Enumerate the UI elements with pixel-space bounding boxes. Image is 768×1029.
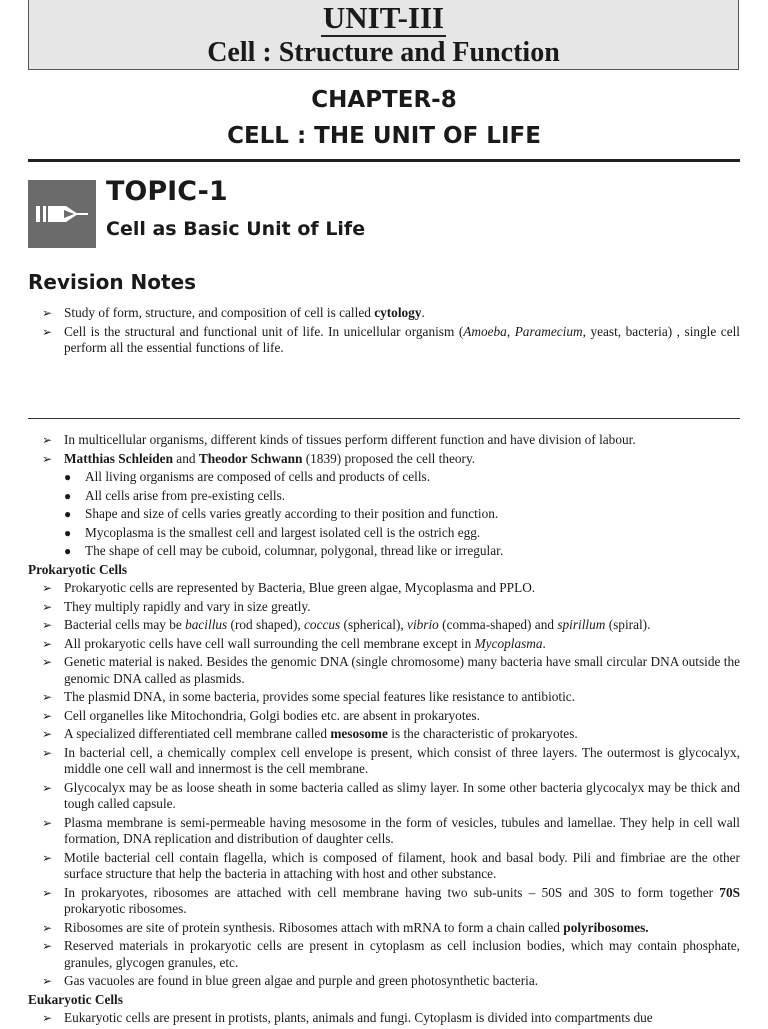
arrow-bullet-icon: ➢ [42, 974, 53, 988]
arrow-bullet-icon: ➢ [42, 745, 53, 760]
page-break-rule [28, 418, 740, 419]
list-item: ➢ Study of form, structure, and composition of cell is called cytology. [42, 305, 425, 320]
cell-theory-item: ● Mycoplasma is the smallest cell and largest isolated cell is the ostrich egg. [64, 524, 481, 540]
unit-title: UNIT-III [322, 0, 445, 35]
arrow-bullet-icon: ➢ [42, 1011, 53, 1025]
list-item: ➢ The plasmid DNA, in some bacteria, provides some special features like resistance to antibiotic. [42, 689, 576, 704]
list-item: ➢ Reserved materials in prokaryotic cells are present in cytoplasm as cell inclusion bodies, which may contain phosphate, granules, glycogen granules, etc. [42, 938, 740, 970]
list-item: ➢ Bacterial cells may be bacillus (rod shaped), coccus (spherical), vibrio (comma-shaped) and spirillum (spiral). [42, 617, 651, 632]
list-item: ➢ In prokaryotes, ribosomes are attached with cell membrane having two sub-units – 50S and 30S to form together 70S prokaryotic ribosomes. [42, 884, 740, 916]
topic-title: TOPIC-1 [106, 176, 228, 207]
list-item: ➢ Motile bacterial cell contain flagella, which is composed of filament, hook and basal body. Pili and fimbriae are the other surface structure that help the bacteria in attaching with host and other substance. [42, 849, 740, 881]
eukaryotic-heading: Eukaryotic Cells [28, 991, 123, 1007]
revision-notes-top [28, 305, 740, 359]
dot-bullet-icon: ● [64, 525, 72, 540]
dot-bullet-icon: ● [64, 488, 72, 503]
arrow-bullet-icon: ➢ [42, 599, 53, 614]
arrow-bullet-icon: ➢ [42, 324, 53, 339]
prokaryotic-heading: Prokaryotic Cells [28, 561, 128, 577]
dot-bullet-icon: ● [64, 544, 72, 558]
list-item: ➢ Prokaryotic cells are represented by Bacteria, Blue green algae, Mycoplasma and PPLO. [42, 580, 536, 595]
arrow-bullet-icon: ➢ [42, 451, 53, 466]
section-divider [28, 159, 740, 162]
list-item: ➢ Ribosomes are site of protein synthesis. Ribosomes attach with mRNA to form a chain called polyribosomes. [42, 919, 649, 935]
arrow-bullet-icon: ➢ [42, 727, 53, 741]
list-item: ➢ Genetic material is naked. Besides the genomic DNA (single chromosome) many bacteria have small circular DNA outside the genomic DNA called as plasmids. [42, 654, 740, 686]
list-item: ➢ A specialized differentiated cell membrane called mesosome is the characteristic of prokaryotes. [42, 726, 578, 741]
list-item: ➢ Cell is the structural and functional unit of life. In unicellular organism (Amoeba, Paramecium, yeast, bacteria) , single cell perform all the essential functions of life. [42, 323, 740, 355]
list-item: ➢ Plasma membrane is semi-permeable having mesosome in the form of vesicles, tubules and lamellae. They help in cell wall formation, DNA replication and distribution of daughter cells. [42, 814, 740, 846]
cell-theory-item: ● The shape of cell may be cuboid, columnar, polygonal, thread like or irregular. [64, 543, 504, 558]
arrow-bullet-icon: ➢ [42, 850, 53, 865]
list-item: ➢ Matthias Schleiden and Theodor Schwann (1839) proposed the cell theory. [42, 450, 476, 466]
revision-notes-heading: Revision Notes [28, 270, 197, 294]
list-item: ➢ Cell organelles like Mitochondria, Golgi bodies etc. are absent in prokaryotes. [42, 707, 480, 723]
cell-theory-item: ● All cells arise from pre-existing cells. [64, 487, 286, 503]
cell-theory-item: ● Shape and size of cells varies greatly according to their position and function. [64, 506, 499, 521]
arrow-bullet-icon: ➢ [42, 939, 53, 953]
list-item: ➢ Glycocalyx may be as loose sheath in some bacteria called as slimy layer. In some other bacteria glycocalyx may be thick and tough called capsule. [42, 779, 740, 811]
topic-subtitle: Cell as Basic Unit of Life [106, 218, 366, 240]
list-item: ➢ All prokaryotic cells have cell wall surrounding the cell membrane except in Mycoplasma. [42, 635, 546, 651]
pen-nib-icon [28, 180, 96, 248]
arrow-bullet-icon: ➢ [42, 780, 53, 795]
revision-notes-main [28, 432, 740, 1029]
arrow-bullet-icon: ➢ [42, 636, 53, 651]
chapter-title: CHAPTER-8 [311, 87, 457, 113]
dot-bullet-icon: ● [64, 507, 72, 521]
arrow-bullet-icon: ➢ [42, 618, 53, 632]
arrow-bullet-icon: ➢ [42, 920, 53, 935]
list-item: ➢ In multicellular organisms, different kinds of tissues perform different function and have division of labour. [42, 432, 636, 447]
arrow-bullet-icon: ➢ [42, 815, 53, 830]
arrow-bullet-icon: ➢ [42, 655, 53, 669]
list-item: ➢ Gas vacuoles are found in blue green algae and purple and green photosynthetic bacteria. [42, 973, 539, 988]
arrow-bullet-icon: ➢ [42, 708, 53, 723]
list-item: ➢ In bacterial cell, a chemically complex cell envelope is present, which consist of three layers. The outermost is glycocalyx, middle one cell wall and innermost is the cell membrane. [42, 744, 740, 776]
list-item: ➢ They multiply rapidly and vary in size greatly. [42, 598, 311, 614]
unit-subtitle: Cell : Structure and Function [207, 37, 560, 68]
arrow-bullet-icon: ➢ [42, 581, 53, 595]
arrow-bullet-icon: ➢ [42, 306, 53, 320]
unit-header-box [28, 0, 739, 70]
arrow-bullet-icon: ➢ [42, 433, 53, 447]
dot-bullet-icon: ● [64, 470, 72, 484]
arrow-bullet-icon: ➢ [42, 690, 53, 704]
cell-theory-item: ● All living organisms are composed of cells and products of cells. [64, 469, 431, 484]
list-item: ➢ Eukaryotic cells are present in protists, plants, animals and fungi. Cytoplasm is divided into compartments due [42, 1010, 653, 1025]
chapter-subtitle: CELL : THE UNIT OF LIFE [227, 123, 541, 149]
arrow-bullet-icon: ➢ [42, 885, 53, 900]
